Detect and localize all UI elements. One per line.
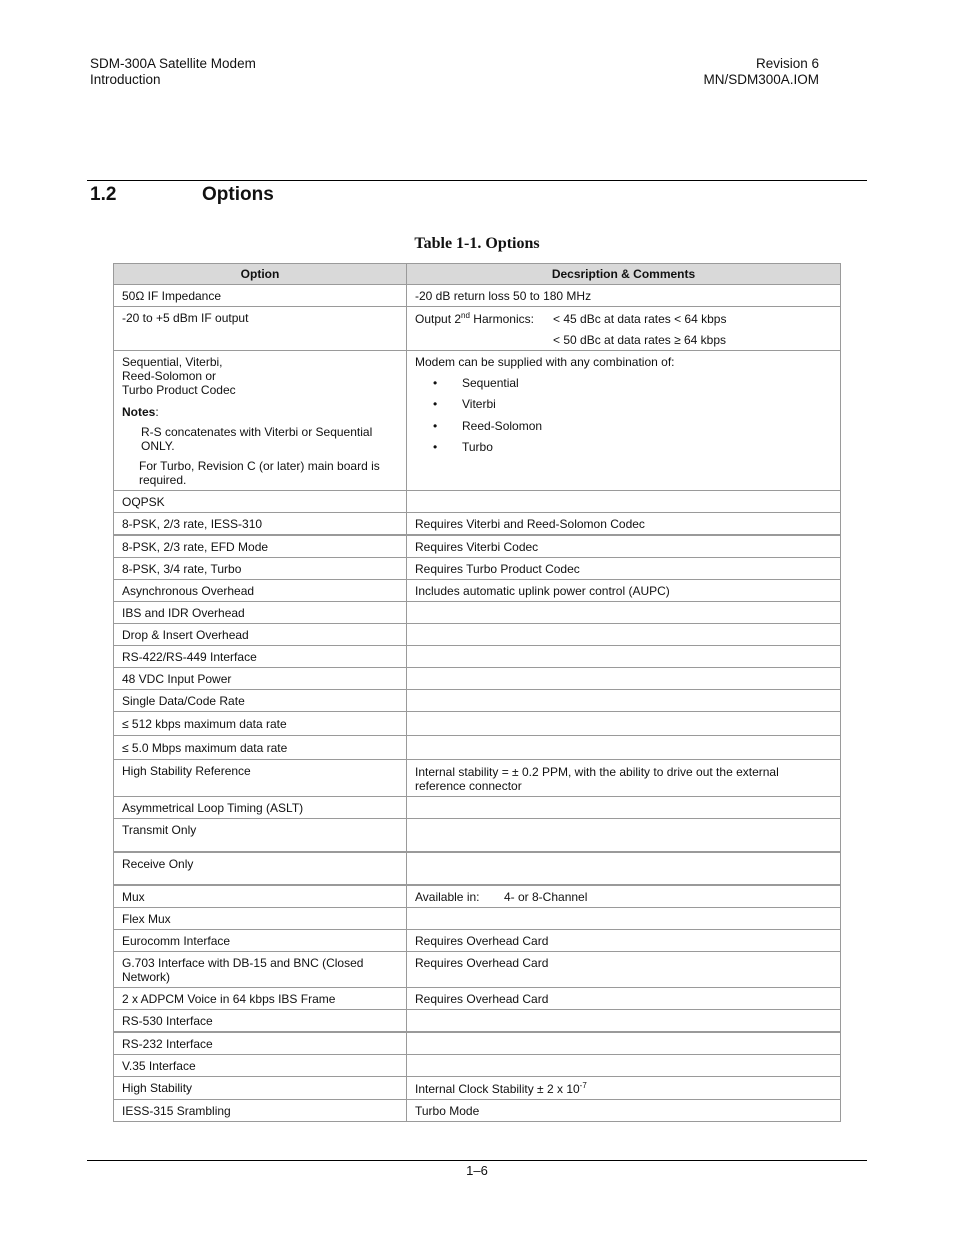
comment-intro: Modem can be supplied with any combination of: [415,355,675,369]
table-row [114,736,841,760]
comment-cell [407,1054,841,1076]
column-header-option: Option [114,264,407,285]
comment-cell [407,736,841,760]
comment-cell [407,1076,841,1099]
table-row [114,668,841,690]
harmonics-spec-1: < 45 dBc at data rates < 64 kbps [553,312,727,326]
option-cell: Mux [114,885,407,908]
table-row [114,929,841,951]
table-row [114,797,841,819]
comment-cell: Requires Viterbi and Reed-Solomon Codec [407,513,841,536]
table-row [114,307,841,351]
option-cell: Drop & Insert Overhead [114,624,407,646]
table-row [114,712,841,736]
option-cell: RS-530 Interface [114,1009,407,1032]
comment-cell [407,885,841,908]
revision-label: Revision 6 [755,56,819,71]
table-row [114,602,841,624]
table-row [114,907,841,929]
option-line: Reed-Solomon or [122,369,217,383]
option-cell: V.35 Interface [114,1054,407,1076]
comment-cell [407,1009,841,1032]
option-cell: 8-PSK, 2/3 rate, IESS-310 [114,513,407,536]
exponent: -7 [579,1080,587,1090]
option-cell: IBS and IDR Overhead [114,602,407,624]
table-row [114,535,841,558]
column-header-description: Decsription & Comments [407,264,841,285]
table-row [114,580,841,602]
comment-cell [407,819,841,852]
comment-cell: Internal stability = ± 0.2 PPM, with the ability to drive out the external reference connector [407,760,841,797]
page-number: 1–6 [466,1163,488,1178]
comment-cell: Requires Viterbi Codec [407,535,841,558]
section-number: 1.2 [90,184,117,205]
document-title: SDM-300A Satellite Modem [90,56,256,71]
table-row [114,285,841,307]
option-cell: Transmit Only [114,819,407,852]
notes-label: Notes: [122,405,159,419]
comment-cell: Requires Overhead Card [407,951,841,987]
availability-label: Available in: [415,889,480,904]
comment-cell [407,797,841,819]
codec-list [415,376,832,454]
table-row [114,1076,841,1099]
table-row [114,690,841,712]
table-caption: Table 1-1. Options [414,235,540,252]
option-cell: 50Ω IF Impedance [114,285,407,307]
option-cell: -20 to +5 dBm IF output [114,307,407,351]
note-item: R-S concatenates with Viterbi or Sequential ONLY. [141,425,373,453]
table-row [114,1054,841,1076]
comment-cell [407,852,841,885]
comment-cell: Requires Overhead Card [407,987,841,1009]
table-row [114,558,841,580]
table-row [114,513,841,536]
option-cell: Eurocomm Interface [114,929,407,951]
option-cell: 2 x ADPCM Voice in 64 kbps IBS Frame [114,987,407,1009]
option-cell: ≤ 512 kbps maximum data rate [114,712,407,736]
comment-cell [407,602,841,624]
comment-cell: Requires Turbo Product Codec [407,558,841,580]
comment-cell: Turbo Mode [407,1099,841,1121]
table-row [114,646,841,668]
table-row [114,1099,841,1121]
availability-value: 4- or 8-Channel [504,889,588,904]
comment-cell [407,712,841,736]
header-left [90,56,256,88]
option-cell: High Stability Reference [114,760,407,797]
list-item: • Turbo [415,440,832,454]
comment-cell [407,690,841,712]
table-row [114,951,841,987]
option-line: Turbo Product Codec [122,383,236,397]
table-row [114,987,841,1009]
table-header-row [114,264,841,285]
option-cell: G.703 Interface with DB-15 and BNC (Closed Network) [114,951,407,987]
comment-cell [407,351,841,491]
option-cell: Asynchronous Overhead [114,580,407,602]
option-cell: ≤ 5.0 Mbps maximum data rate [114,736,407,760]
chapter-title: Introduction [90,72,161,87]
table-row [114,819,841,852]
table-row [114,885,841,908]
option-cell [114,351,407,491]
comment-cell: Includes automatic uplink power control (AUPC) [407,580,841,602]
comment-cell: -20 dB return loss 50 to 180 MHz [407,285,841,307]
comment-cell [407,668,841,690]
comment-cell [407,646,841,668]
comment-cell [407,907,841,929]
harmonics-line [415,312,832,326]
option-cell: Single Data/Code Rate [114,690,407,712]
list-item: • Sequential [415,376,832,390]
option-cell: Receive Only [114,852,407,885]
option-line: Sequential, Viterbi, [122,355,223,369]
option-cell: RS-232 Interface [114,1032,407,1055]
option-cell: OQPSK [114,491,407,513]
options-table [113,263,841,1122]
comment-cell [407,624,841,646]
clock-stability-text: Internal Clock Stability ± 2 x 10 [415,1081,580,1096]
document-number: MN/SDM300A.IOM [703,72,819,87]
table-row [114,624,841,646]
option-cell: High Stability [114,1076,407,1099]
option-cell: 8-PSK, 3/4 rate, Turbo [114,558,407,580]
header-right [703,56,819,88]
table-row [114,351,841,491]
option-cell: 8-PSK, 2/3 rate, EFD Mode [114,535,407,558]
harmonics-spec-2: < 50 dBc at data rates ≥ 64 kbps [553,333,727,347]
option-cell: Asymmetrical Loop Timing (ASLT) [114,797,407,819]
option-cell: 48 VDC Input Power [114,668,407,690]
table-row [114,491,841,513]
comment-cell [407,1032,841,1055]
note-item: For Turbo, Revision C (or later) main board is required. [139,459,380,487]
option-cell: RS-422/RS-449 Interface [114,646,407,668]
table-row [114,1009,841,1032]
comment-cell [407,307,841,351]
option-cell: Flex Mux [114,907,407,929]
comment-cell [407,491,841,513]
section-rule [87,180,867,181]
list-item: • Viterbi [415,397,832,411]
section-title: Options [202,184,274,205]
availability-line [415,890,832,904]
table-row [114,852,841,885]
table-row [114,760,841,797]
harmonics-label: Output 2nd Harmonics: [415,311,534,326]
list-item: • Reed-Solomon [415,419,832,433]
table-row [114,1032,841,1055]
footer-rule [87,1160,867,1161]
option-cell: IESS-315 Srambling [114,1099,407,1121]
comment-cell: Requires Overhead Card [407,929,841,951]
